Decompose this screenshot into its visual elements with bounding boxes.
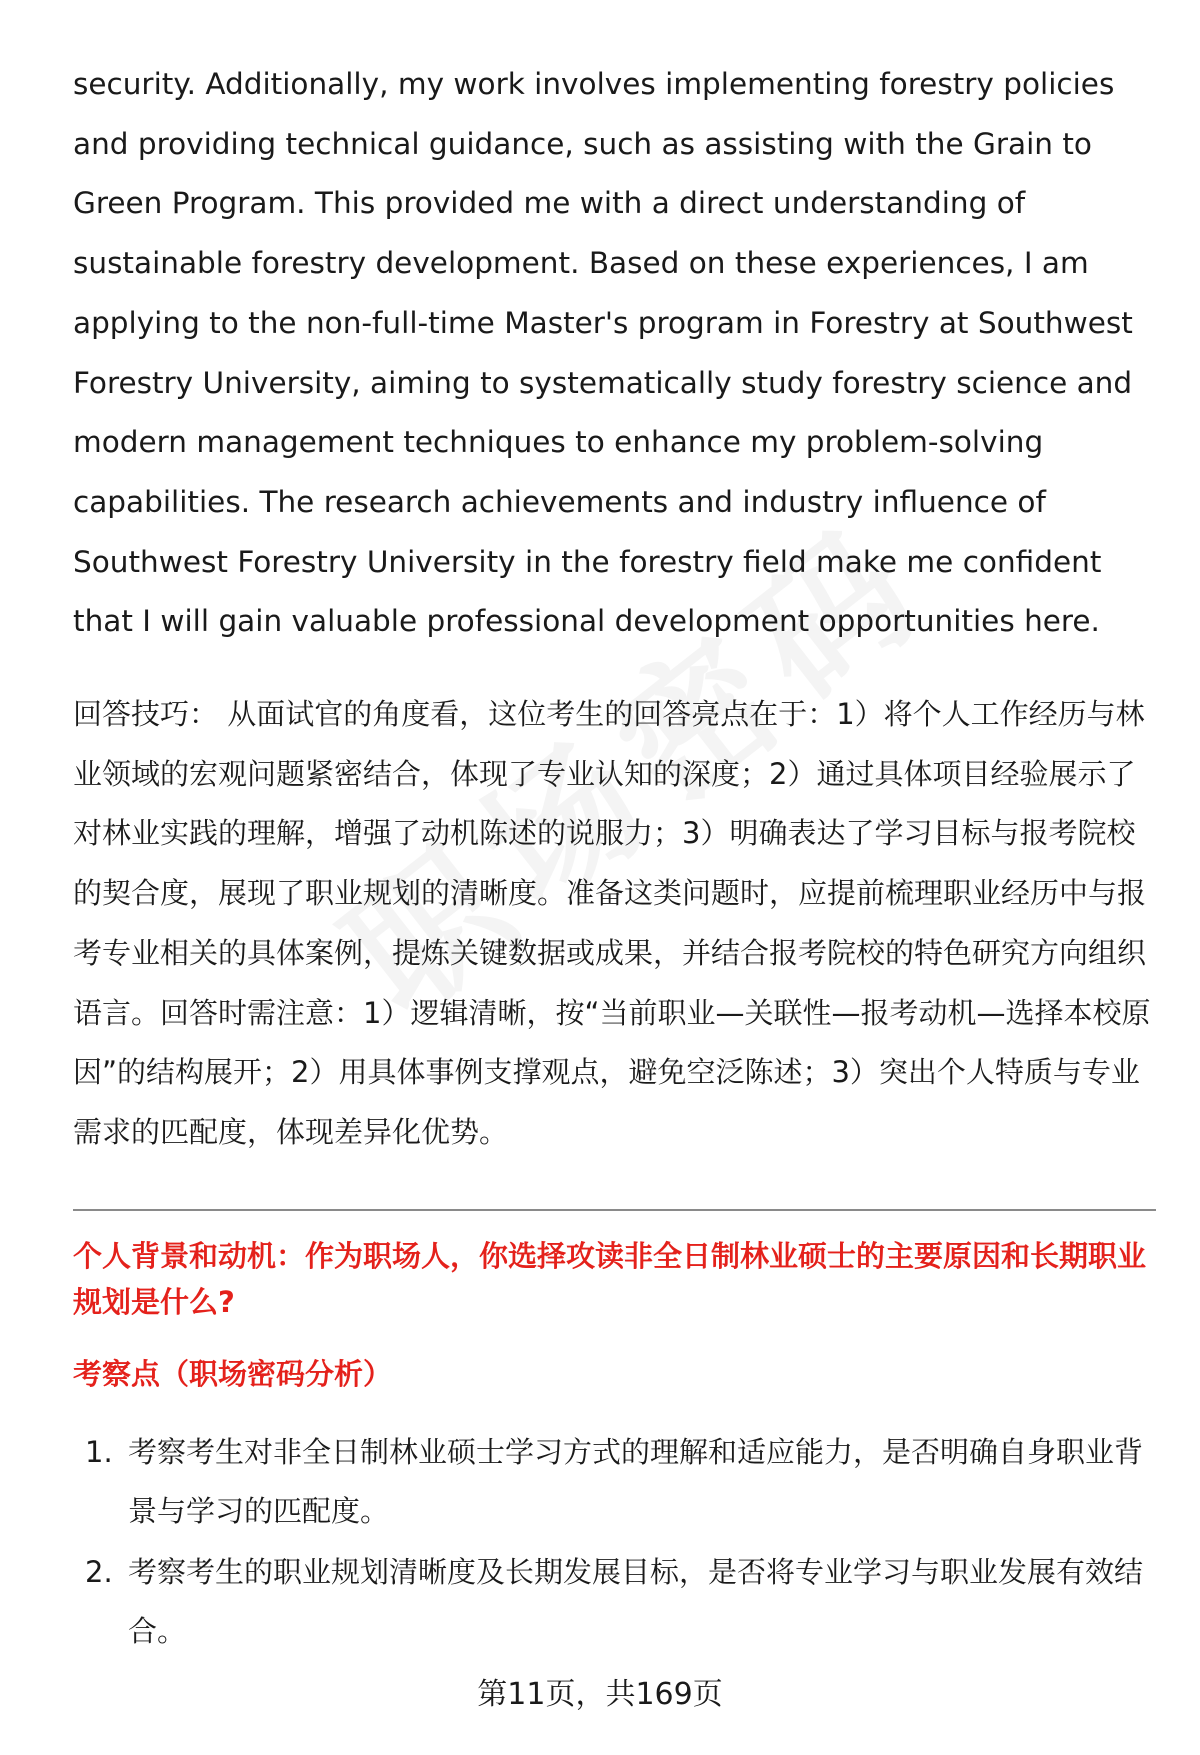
section-divider [73,1209,1156,1211]
question-heading: 个人背景和动机：作为职场人，你选择攻读非全日制林业硕士的主要原因和长期职业规划是什么? [73,1238,1147,1319]
english-answer-paragraph: security. Additionally, my work involves implementing forestry policies and providing technical guidance, such as assisting with the Grain to Green Program. This provided me with a direct understanding of sustainable forestry development. Based on these experiences, I am applying to the non-full-time Master's program in Forestry at Southwest Forestry University, aiming to systematically study forestry science and modern management techniques to enhance my problem-solving capabilities. The research achievements and industry influence of Southwest Forestry University in the forestry field make me confident that I will gain valuable professional development opportunities here. [73,67,1133,639]
page-number-footer: 第11页，共169页 [477,1677,723,1712]
section-title: 考察点（职场密码分析） [73,1356,393,1391]
list-item-number: 2. [85,1554,113,1589]
list-item [73,1423,1163,1541]
list-item-text: 考察考生的职业规划清晰度及长期发展目标，是否将专业学习与职业发展有效结合。 [128,1554,1144,1648]
answer-tips-paragraph: 回答技巧： 从面试官的角度看，这位考生的回答亮点在于：1）将个人工作经历与林业领域的宏观问题紧密结合，体现了专业认知的深度；2）通过具体项目经验展示了对林业实践的理解，增强了动机陈述的说服力；3）明确表达了学习目标与报考院校的契合度，展现了职业规划的清晰度。准备这类问题时，应提前梳理职业经历中与报考专业相关的具体案例，提炼关键数据或成果，并结合报考院校的特色研究方向组织语言。回答时需注意：1）逻辑清晰，按“当前职业—关联性—报考动机—选择本校原因”的结构展开；2）用具体事例支撑观点，避免空泛陈述；3）突出个人特质与专业需求的匹配度，体现差异化优势。 [73,697,1151,1149]
list-item [73,1543,1163,1661]
list-item-number: 1. [85,1434,113,1469]
assessment-points-list [73,1423,1163,1661]
page-content [73,0,1163,1663]
list-item-text: 考察考生对非全日制林业硕士学习方式的理解和适应能力，是否明确自身职业背景与学习的匹配度。 [128,1434,1144,1528]
